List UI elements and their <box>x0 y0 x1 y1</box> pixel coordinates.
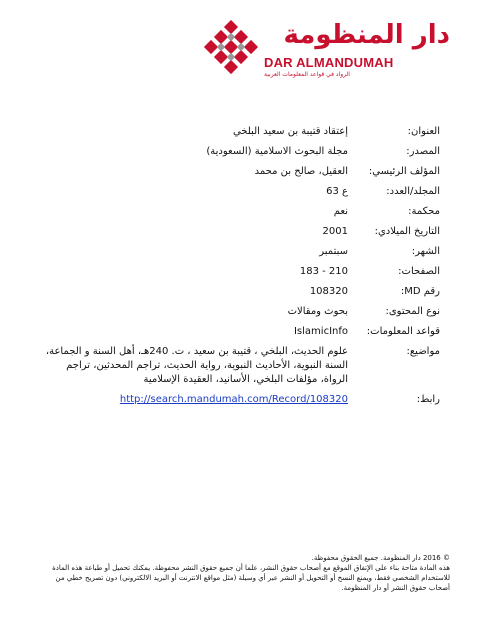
record-row-link <box>40 393 440 407</box>
record-row-pages <box>40 265 440 279</box>
field-label: الصفحات: <box>398 266 440 277</box>
record-url-link[interactable]: http://search.mandumah.com/Record/108320 <box>119 394 348 405</box>
record-row-author <box>40 165 440 179</box>
record-row-title <box>40 125 440 139</box>
field-value: نعم <box>333 206 348 217</box>
field-label: العنوان: <box>407 126 440 137</box>
field-label: التاريخ الميلادي: <box>374 226 440 237</box>
field-value: 183 - 210 <box>299 266 348 277</box>
logo-diamond-icon <box>202 20 260 78</box>
field-value: مجلة البحوث الاسلامية (السعودية) <box>206 146 348 157</box>
field-label: المصدر: <box>406 146 440 157</box>
usage-notice: هذه المادة متاحة بناء على الإتفاق الموقع مع أصحاب حقوق النشر، علما أن جميع حقوق النشر محفوظة. يمكنك تحميل أو طباعة هذه المادة للاستخدام الشخصي فقط، ويمنع النسخ أو التحويل أو النشر عبر أي وسيلة (مثل مواقع الانترنت أو البريد الالكتروني) دون تصريح خطي من أصحاب حقوق النشر أو دار المنظومة. <box>52 564 450 592</box>
record-row-month <box>40 245 440 259</box>
field-label: نوع المحتوى: <box>385 306 440 317</box>
record-row-source <box>40 145 440 159</box>
field-label: المؤلف الرئيسي: <box>368 166 440 177</box>
record-row-peer-reviewed <box>40 205 440 219</box>
field-label: المجلد/العدد: <box>386 186 440 197</box>
field-label: مواضيع: <box>406 346 440 357</box>
field-value: بحوث ومقالات <box>287 306 348 317</box>
dar-almandumah-logo <box>202 20 452 80</box>
field-value: علوم الحديث، البلخي ، قتيبة بن سعيد ، ت. 240هـ، أهل السنة و الجماعة، السنة النبوية، الأحاديث النبوية، رواية الحديث، تراجم المحدثين، تراجم الرواة، مؤلفات البلخي، الأسانيد، العقيدة الإسلامية <box>45 346 348 385</box>
record-row-content-type <box>40 305 440 319</box>
copyright-line: © 2016 دار المنظومة. جميع الحقوق محفوظة. <box>311 554 450 562</box>
field-label: رابط: <box>416 394 440 405</box>
logo-tagline: الرواد في قواعد المعلومات العربية <box>264 71 350 78</box>
field-label: قواعد المعلومات: <box>366 326 440 337</box>
field-value: 2001 <box>322 226 348 237</box>
field-value: 108320 <box>309 286 348 297</box>
record-details <box>40 125 440 413</box>
record-row-year <box>40 225 440 239</box>
field-value: إعتقاد قتيبة بن سعيد البلخي <box>232 126 348 137</box>
record-row-volume <box>40 185 440 199</box>
field-value: IslamicInfo <box>293 326 348 337</box>
record-row-md-number <box>40 285 440 299</box>
field-value: العقيل، صالح بن محمد <box>254 166 348 177</box>
field-label: محكمة: <box>408 206 440 217</box>
logo-english-name: DAR ALMANDUMAH <box>264 55 394 70</box>
field-label: الشهر: <box>411 246 440 257</box>
record-row-subjects <box>40 345 440 387</box>
field-value: ع 63 <box>326 186 348 197</box>
record-row-databases <box>40 325 440 339</box>
logo-arabic-name: دار المنظومة <box>283 20 450 50</box>
copyright-footer <box>38 553 450 593</box>
field-label: رقم MD: <box>400 286 440 297</box>
field-value: سبتمبر <box>319 246 348 257</box>
